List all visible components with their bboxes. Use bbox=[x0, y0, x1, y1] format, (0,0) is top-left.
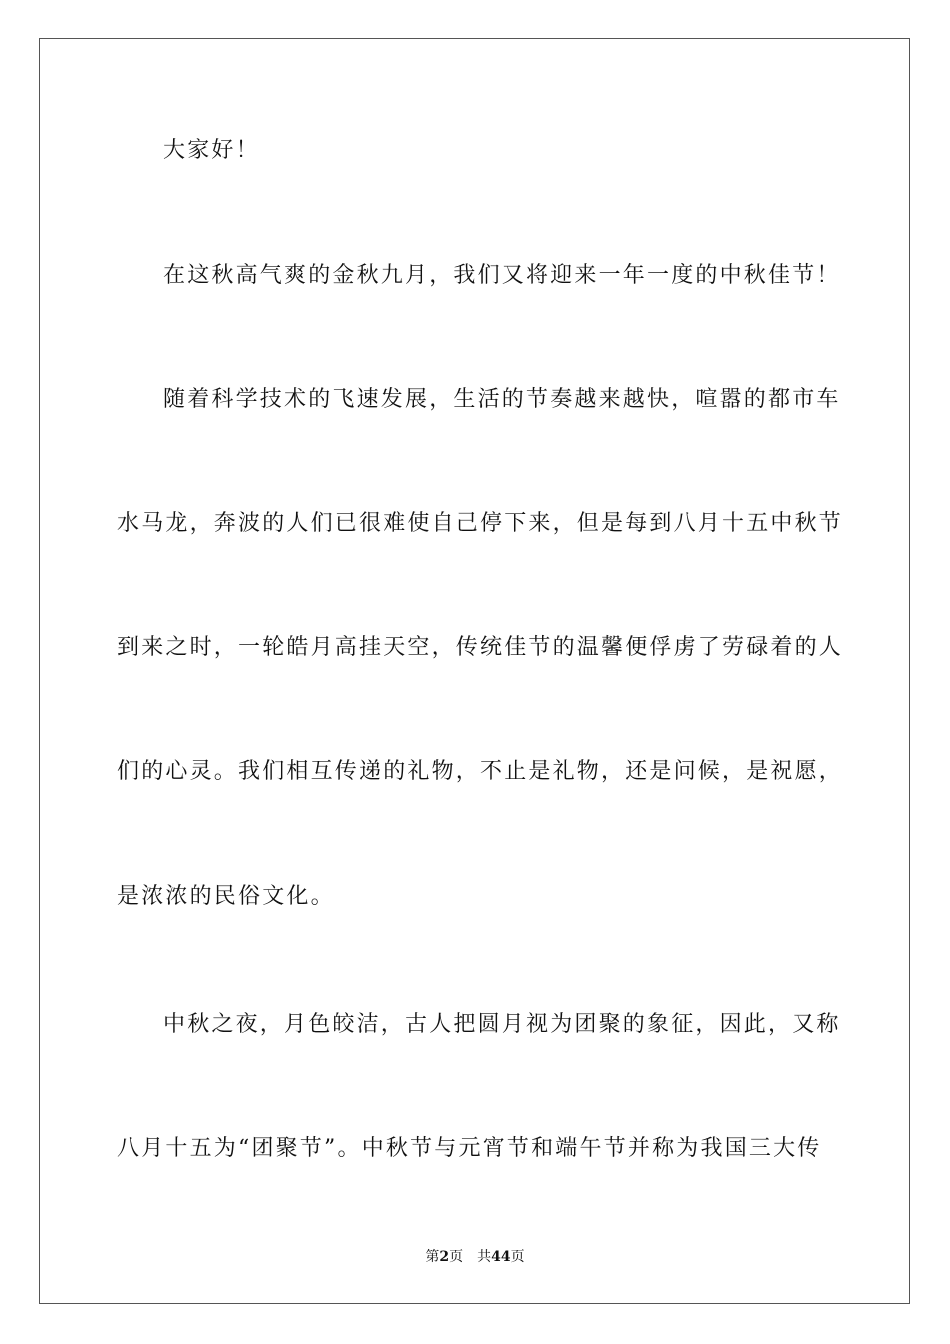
greeting-line: 大家好！ bbox=[163, 138, 260, 163]
paragraph-line: 们的心灵。我们相互传递的礼物，不止是礼物，还是问候，是祝愿， bbox=[117, 759, 844, 784]
page-frame bbox=[39, 38, 910, 1304]
paragraph-line: 水马龙，奔波的人们已很难使自己停下来，但是每到八月十五中秋节 bbox=[117, 511, 844, 536]
total-prefix: 共 bbox=[477, 1249, 492, 1265]
paragraph-line: 随着科学技术的飞速发展，生活的节奏越来越快，喧嚣的都市车 bbox=[163, 387, 841, 412]
total-suffix: 页 bbox=[510, 1249, 525, 1265]
paragraph-line: 中秋之夜，月色皎洁，古人把圆月视为团聚的象征，因此，又称 bbox=[163, 1012, 841, 1037]
paragraph-line: 在这秋高气爽的金秋九月，我们又将迎来一年一度的中秋佳节！ bbox=[163, 263, 841, 288]
page-footer bbox=[0, 1246, 950, 1266]
paragraph-line: 到来之时，一轮皓月高挂天空，传统佳节的温馨便俘虏了劳碌着的人 bbox=[117, 635, 844, 660]
total-pages: 44 bbox=[491, 1249, 511, 1265]
paragraph-line: 八月十五为“团聚节”。中秋节与元宵节和端午节并称为我国三大传 bbox=[117, 1136, 822, 1161]
page-suffix: 页 bbox=[449, 1249, 464, 1265]
paragraph-line: 是浓浓的民俗文化。 bbox=[117, 884, 335, 909]
page-number: 2 bbox=[439, 1249, 450, 1265]
page-prefix: 第 bbox=[425, 1249, 440, 1265]
